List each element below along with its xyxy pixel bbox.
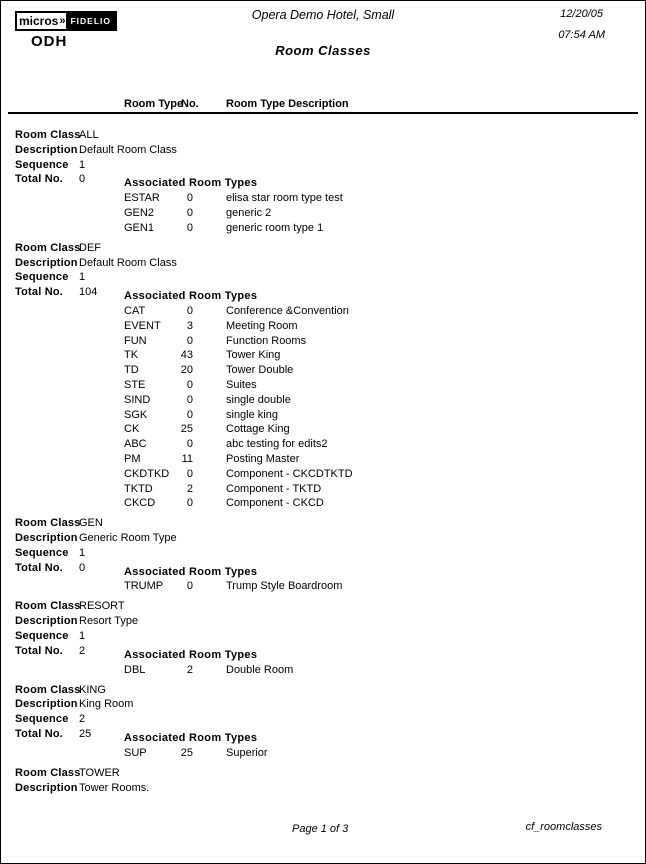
room-class-label: Room Class	[15, 129, 81, 141]
room-type-code: TKTD	[124, 482, 153, 495]
room-class-row	[1, 599, 645, 614]
total-no-value: 25	[79, 728, 92, 741]
total-no-value: 104	[79, 286, 98, 299]
associated-room-types-header: Associated Room Types	[124, 732, 258, 745]
room-type-code: TD	[124, 364, 139, 377]
sequence-label: Sequence	[15, 630, 69, 643]
property-code: ODH	[31, 33, 68, 50]
room-type-count: 2	[186, 482, 193, 495]
sequence-row	[1, 270, 645, 285]
room-type-row	[124, 452, 645, 467]
room-type-description: Tower Double	[226, 364, 294, 377]
room-class-row	[1, 516, 645, 531]
room-type-count: 11	[181, 452, 193, 465]
room-class-row	[1, 766, 645, 781]
description-row	[1, 531, 645, 546]
room-type-description: Function Rooms	[226, 334, 307, 347]
column-header-no: No.	[181, 98, 199, 110]
room-class-value: TOWER	[79, 766, 120, 779]
associated-room-types-header: Associated Room Types	[124, 565, 258, 578]
room-type-description: Trump Style Boardroom	[226, 580, 343, 593]
sequence-value: 1	[79, 630, 86, 643]
sequence-value: 1	[79, 158, 86, 171]
room-type-code: EVENT	[124, 319, 161, 332]
room-type-description: single double	[226, 393, 291, 406]
sequence-value: 2	[79, 713, 86, 726]
associated-room-types-rows	[124, 663, 645, 678]
description-row	[1, 614, 645, 629]
room-class-label: Room Class	[15, 241, 81, 254]
room-type-count: 0	[186, 334, 193, 347]
room-class-row	[1, 128, 645, 143]
room-type-count: 20	[180, 364, 193, 377]
description-value: Tower Rooms.	[79, 781, 150, 794]
room-class-label: Room Class	[15, 766, 81, 779]
description-value: Resort Type	[79, 615, 139, 628]
room-type-row	[124, 393, 645, 408]
room-type-row	[124, 319, 645, 334]
logo-arrow-icon: »	[59, 15, 66, 27]
room-type-description: Conference &Convention	[226, 304, 349, 317]
room-type-row	[124, 221, 645, 236]
room-type-count: 3	[186, 319, 193, 332]
sequence-value: 1	[79, 546, 86, 559]
room-class-row	[1, 241, 645, 256]
sequence-row	[1, 158, 645, 173]
room-class-value: RESORT	[79, 600, 125, 613]
room-class-section	[1, 599, 645, 677]
description-value: Generic Room Type	[79, 532, 177, 545]
room-type-row	[124, 663, 645, 678]
room-type-row	[124, 437, 645, 452]
room-type-row	[124, 408, 645, 423]
room-type-row	[124, 496, 645, 511]
room-type-row	[124, 482, 645, 497]
room-type-count: 0	[186, 467, 193, 480]
room-type-count: 2	[186, 663, 193, 676]
description-row	[1, 781, 645, 796]
room-class-value: ALL	[79, 129, 99, 141]
logo-fidelio-text: FIDELIO	[66, 13, 115, 29]
room-type-code: TK	[124, 349, 139, 362]
sequence-label: Sequence	[15, 546, 69, 559]
room-type-count: 0	[186, 438, 193, 451]
hotel-name: Opera Demo Hotel, Small	[251, 8, 395, 22]
room-type-count: 0	[186, 378, 193, 391]
room-type-code: GEN1	[124, 221, 154, 234]
room-type-row	[124, 746, 645, 761]
report-date: 12/20/05	[560, 8, 603, 20]
room-type-row	[124, 378, 645, 393]
room-type-description: Cottage King	[226, 423, 290, 436]
room-type-description: Posting Master	[226, 452, 300, 465]
room-type-row	[124, 579, 645, 594]
room-type-description: abc testing for edits2	[226, 438, 328, 451]
room-type-description: generic 2	[226, 206, 272, 219]
room-class-section	[1, 128, 645, 236]
room-type-row	[124, 191, 645, 206]
total-no-label: Total No.	[15, 728, 64, 741]
room-type-description: Double Room	[226, 663, 294, 676]
associated-room-types	[124, 289, 645, 511]
room-type-count: 0	[186, 206, 193, 219]
room-type-count: 25	[180, 423, 193, 436]
total-no-label: Total No.	[15, 561, 64, 574]
room-type-description: Superior	[226, 746, 268, 759]
room-type-description: elisa star room type test	[226, 192, 343, 205]
room-class-row	[1, 683, 645, 698]
description-value: Default Room Class	[79, 256, 177, 269]
logo-micros-text: micros	[19, 14, 59, 28]
total-no-value: 0	[79, 173, 86, 186]
room-type-row	[124, 348, 645, 363]
room-type-description: generic room type 1	[226, 221, 324, 234]
associated-room-types-rows	[124, 579, 645, 594]
room-type-description: single king	[226, 408, 278, 421]
sequence-row	[1, 546, 645, 561]
column-header-room-type: Room Type	[124, 98, 184, 110]
associated-room-types-header: Associated Room Types	[124, 290, 258, 303]
description-label: Description	[15, 698, 78, 711]
description-label: Description	[15, 615, 78, 628]
room-type-count: 0	[186, 304, 193, 317]
room-class-value: GEN	[79, 517, 103, 530]
room-type-code: CKDTKD	[124, 467, 170, 480]
total-no-row	[1, 561, 645, 576]
sequence-value: 1	[79, 271, 86, 284]
room-type-count: 43	[180, 349, 193, 362]
room-type-row	[124, 422, 645, 437]
room-type-code: ESTAR	[124, 192, 160, 205]
sequence-row	[1, 629, 645, 644]
total-no-row	[1, 644, 645, 659]
room-type-count: 0	[186, 192, 193, 205]
room-type-code: SUP	[124, 746, 147, 759]
total-no-row	[1, 285, 645, 300]
room-class-section	[1, 516, 645, 594]
report-title: Room Classes	[275, 43, 371, 58]
room-type-code: TRUMP	[124, 580, 164, 593]
column-headers	[1, 98, 645, 113]
room-class-section	[1, 683, 645, 761]
room-type-count: 25	[180, 746, 193, 759]
room-class-value: DEF	[79, 241, 101, 254]
total-no-label: Total No.	[15, 286, 64, 299]
header-rule	[8, 112, 638, 114]
description-label: Description	[15, 532, 78, 545]
room-type-description: Component - CKCDTKTD	[226, 467, 353, 480]
room-type-code: DBL	[124, 663, 146, 676]
total-no-value: 2	[79, 644, 86, 657]
page-number: Page 1 of 3	[292, 823, 349, 835]
report-file-name: cf_roomclasses	[525, 821, 602, 833]
room-type-code: CK	[124, 423, 140, 436]
room-type-code: ABC	[124, 438, 147, 451]
room-type-description: Tower King	[226, 349, 281, 362]
description-label: Description	[15, 256, 78, 269]
associated-room-types-header: Associated Room Types	[124, 648, 258, 661]
room-type-count: 0	[186, 221, 193, 234]
room-type-row	[124, 467, 645, 482]
total-no-row	[1, 172, 645, 187]
report-time: 07:54 AM	[558, 29, 605, 41]
description-row	[1, 256, 645, 271]
room-type-description: Component - TKTD	[226, 482, 322, 495]
room-class-section	[1, 766, 645, 796]
room-type-row	[124, 206, 645, 221]
room-type-code: PM	[124, 452, 141, 465]
room-type-code: SGK	[124, 408, 148, 421]
room-class-section	[1, 241, 645, 511]
room-type-count: 0	[186, 393, 193, 406]
room-type-count: 0	[186, 580, 193, 593]
description-value: Default Room Class	[79, 143, 177, 156]
sequence-row	[1, 712, 645, 727]
room-type-count: 0	[186, 497, 193, 510]
room-type-code: GEN2	[124, 206, 154, 219]
room-type-description: Meeting Room	[226, 319, 298, 332]
sections	[1, 128, 645, 801]
room-type-code: CKCD	[124, 497, 156, 510]
description-row	[1, 697, 645, 712]
room-type-code: FUN	[124, 334, 147, 347]
description-label: Description	[15, 781, 78, 794]
associated-room-types-rows	[124, 304, 645, 511]
room-type-row	[124, 363, 645, 378]
column-header-description: Room Type Description	[226, 98, 349, 110]
room-class-value: KING	[79, 683, 106, 696]
room-type-code: SIND	[124, 393, 151, 406]
room-type-code: STE	[124, 378, 146, 391]
room-type-description: Component - CKCD	[226, 497, 324, 510]
total-no-row	[1, 727, 645, 742]
total-no-label: Total No.	[15, 173, 64, 186]
sequence-label: Sequence	[15, 158, 69, 171]
total-no-label: Total No.	[15, 644, 64, 657]
room-type-code: CAT	[124, 304, 146, 317]
description-value: King Room	[79, 698, 134, 711]
room-class-label: Room Class	[15, 517, 81, 530]
description-label: Description	[15, 143, 78, 156]
associated-room-types-rows	[124, 746, 645, 761]
room-type-row	[124, 334, 645, 349]
total-no-value: 0	[79, 561, 86, 574]
associated-room-types-header: Associated Room Types	[124, 177, 258, 190]
sequence-label: Sequence	[15, 713, 69, 726]
description-row	[1, 143, 645, 158]
room-class-label: Room Class	[15, 683, 81, 696]
room-class-label: Room Class	[15, 600, 81, 613]
room-type-row	[124, 304, 645, 319]
room-type-count: 0	[186, 408, 193, 421]
room-type-description: Suites	[226, 378, 257, 391]
associated-room-types-rows	[124, 191, 645, 235]
sequence-label: Sequence	[15, 271, 69, 284]
